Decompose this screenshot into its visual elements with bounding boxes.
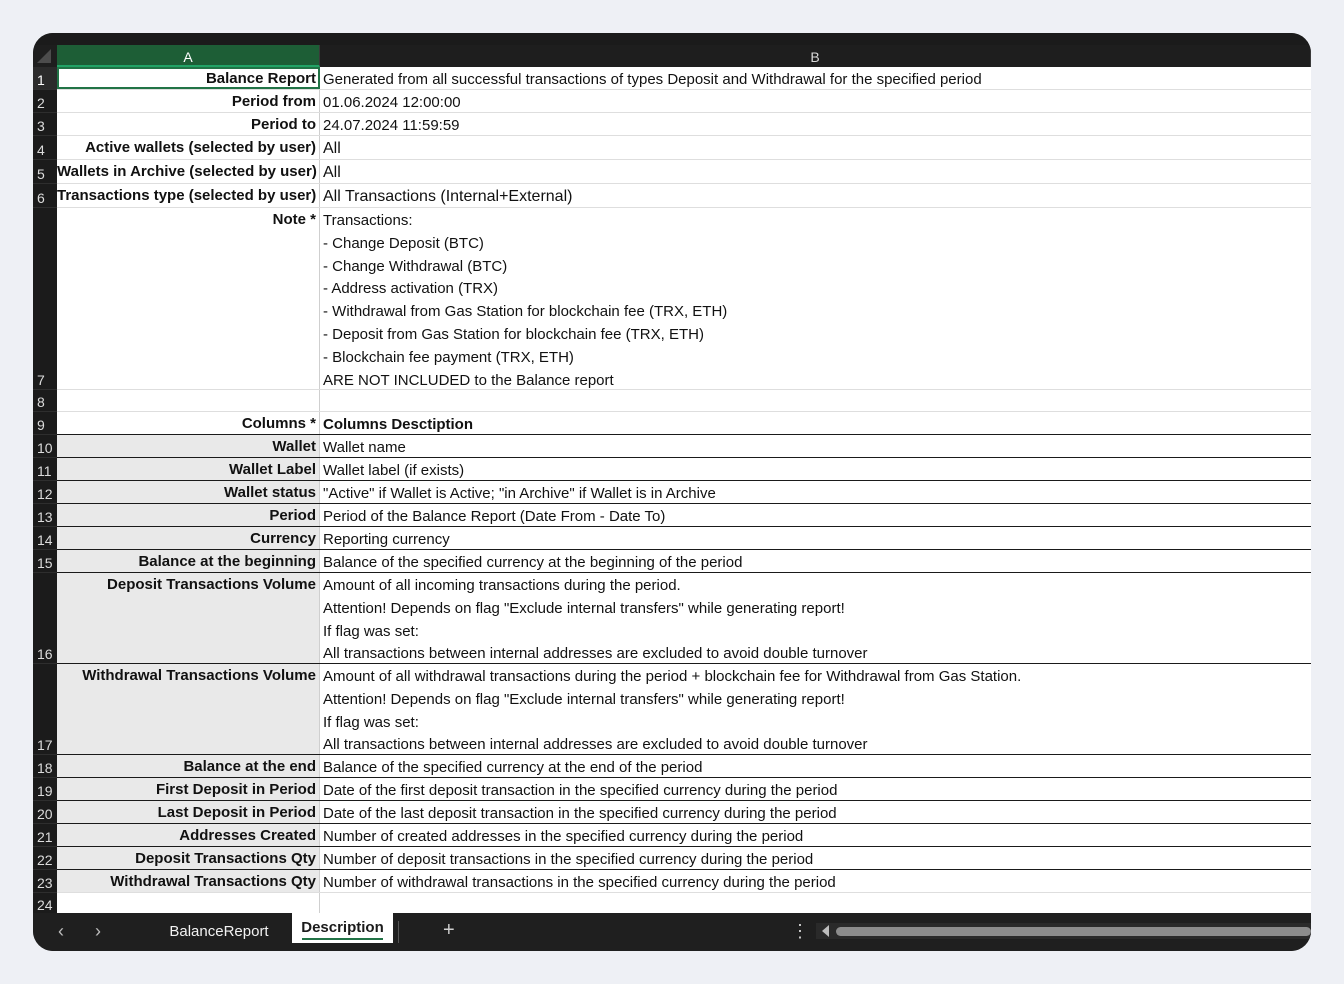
- cell-description[interactable]: [320, 527, 1311, 549]
- cell-description[interactable]: [320, 573, 1311, 663]
- cell-text-line: If flag was set:: [323, 713, 419, 731]
- cell-text-line: [323, 896, 1311, 914]
- row-header[interactable]: 11: [33, 458, 57, 481]
- table-row: [57, 435, 1311, 458]
- cell-label[interactable]: First Deposit in Period: [57, 778, 320, 800]
- row-header[interactable]: 23: [33, 870, 57, 893]
- table-row: [57, 550, 1311, 573]
- cell-text-line: Wallet name: [323, 439, 406, 456]
- cell-text-line: 01.06.2024 12:00:00: [323, 94, 461, 111]
- row-header[interactable]: 2: [33, 90, 57, 113]
- cell-label[interactable]: Columns *: [57, 412, 320, 434]
- prev-sheet-icon[interactable]: ‹: [58, 921, 64, 941]
- row-header[interactable]: 1: [33, 67, 57, 90]
- cell-description[interactable]: [320, 755, 1311, 777]
- tab-balancereport[interactable]: BalanceReport: [169, 923, 269, 940]
- more-options-icon[interactable]: ⋮: [791, 921, 809, 941]
- row-header[interactable]: 3: [33, 113, 57, 136]
- row-header[interactable]: 17: [33, 664, 57, 755]
- cell-text-line: Amount of all withdrawal transactions during the period + blockchain fee for Withdrawal from Gas Station.: [323, 668, 1022, 685]
- cell-description[interactable]: [320, 847, 1311, 869]
- row-header[interactable]: 4: [33, 136, 57, 160]
- table-row: [57, 481, 1311, 504]
- cell-text-line: Number of deposit transactions in the specified currency during the period: [323, 851, 814, 868]
- row-header[interactable]: 19: [33, 778, 57, 801]
- cell-description[interactable]: [320, 412, 1311, 434]
- table-row: [57, 390, 1311, 412]
- cell-label[interactable]: Period: [57, 504, 320, 526]
- cell-label[interactable]: Deposit Transactions Qty: [57, 847, 320, 869]
- table-row: [57, 755, 1311, 778]
- table-row: [57, 412, 1311, 435]
- cell-description[interactable]: [320, 550, 1311, 572]
- row-header[interactable]: 13: [33, 504, 57, 527]
- cell-text-line: All Transactions (Internal+External): [323, 188, 573, 205]
- cell-text-line: Balance of the specified currency at the beginning of the period: [323, 554, 743, 571]
- cell-description[interactable]: [320, 390, 1311, 411]
- cell-label[interactable]: Wallet Label: [57, 458, 320, 480]
- table-row: [57, 160, 1311, 184]
- cell-label[interactable]: Active wallets (selected by user): [57, 136, 320, 159]
- cell-text-line: All: [323, 140, 341, 157]
- row-header[interactable]: 22: [33, 847, 57, 870]
- row-header[interactable]: 21: [33, 824, 57, 847]
- title-strip: [33, 33, 1311, 45]
- cell-text-line: Attention! Depends on flag "Exclude internal transfers" while generating report!: [323, 690, 845, 708]
- cell-label[interactable]: Transactions type (selected by user): [57, 184, 320, 207]
- cell-description[interactable]: [320, 801, 1311, 823]
- cell-text-line: Balance of the specified currency at the end of the period: [323, 759, 703, 776]
- row-header[interactable]: 18: [33, 755, 57, 778]
- tab-divider: [398, 921, 399, 943]
- horizontal-scrollbar[interactable]: [816, 923, 1311, 939]
- cell-text-line: Generated from all successful transactions of types Deposit and Withdrawal for the specified period: [323, 71, 982, 88]
- cell-text-line: Date of the last deposit transaction in the specified currency during the period: [323, 805, 837, 822]
- table-row: [57, 527, 1311, 550]
- cell-label[interactable]: Wallets in Archive (selected by user): [57, 160, 320, 183]
- cell-text-line: All transactions between internal addresses are excluded to avoid double turnover: [323, 645, 868, 663]
- cell-label[interactable]: Period from: [57, 90, 320, 112]
- table-row: [57, 870, 1311, 893]
- cell-grid: [57, 67, 1311, 913]
- select-all-icon: [37, 49, 51, 63]
- row-header[interactable]: 10: [33, 435, 57, 458]
- cell-description[interactable]: [320, 113, 1311, 135]
- table-row: [57, 136, 1311, 160]
- table-row: [57, 573, 1311, 664]
- cell-label[interactable]: Deposit Transactions Volume: [57, 573, 320, 663]
- row-header[interactable]: 8: [33, 390, 57, 412]
- cell-text-line: Transactions:: [323, 212, 413, 229]
- cell-label[interactable]: Note *: [57, 208, 320, 389]
- row-header[interactable]: 15: [33, 550, 57, 573]
- cell-description[interactable]: [320, 208, 1311, 389]
- cell-text-line: ARE NOT INCLUDED to the Balance report: [323, 371, 614, 389]
- table-row: [57, 67, 1311, 90]
- cell-text-line: Wallet label (if exists): [323, 462, 465, 479]
- cell-text-line: All transactions between internal addresses are excluded to avoid double turnover: [323, 736, 868, 754]
- spreadsheet-window: [33, 33, 1311, 951]
- cell-description[interactable]: [320, 458, 1311, 480]
- cell-text-line: 24.07.2024 11:59:59: [323, 117, 460, 134]
- column-header-b[interactable]: B: [320, 45, 1311, 67]
- table-row: [57, 504, 1311, 527]
- table-row: [57, 824, 1311, 847]
- row-header[interactable]: 5: [33, 160, 57, 184]
- cell-text-line: - Change Deposit (BTC): [323, 234, 484, 252]
- cell-label[interactable]: Balance at the end: [57, 755, 320, 777]
- cell-label[interactable]: [57, 893, 320, 914]
- cell-text-line: If flag was set:: [323, 622, 419, 640]
- column-header-bar: [33, 45, 1311, 67]
- cell-description[interactable]: [320, 778, 1311, 800]
- cell-description[interactable]: [320, 824, 1311, 846]
- row-header[interactable]: 12: [33, 481, 57, 504]
- cell-text-line: Amount of all incoming transactions during the period.: [323, 577, 681, 594]
- cell-label[interactable]: Currency: [57, 527, 320, 549]
- cell-label[interactable]: Period to: [57, 113, 320, 135]
- cell-label[interactable]: Withdrawal Transactions Volume: [57, 664, 320, 754]
- cell-description[interactable]: [320, 870, 1311, 892]
- cell-description[interactable]: [320, 893, 1311, 914]
- table-row: [57, 458, 1311, 481]
- table-row: [57, 113, 1311, 136]
- tab-description-label: Description: [301, 919, 384, 936]
- cell-description[interactable]: [320, 504, 1311, 526]
- cell-text-line: Number of created addresses in the specified currency during the period: [323, 828, 804, 845]
- table-row: [57, 893, 1311, 915]
- table-row: [57, 90, 1311, 113]
- cell-description[interactable]: [320, 435, 1311, 457]
- next-sheet-icon[interactable]: ›: [95, 921, 101, 941]
- row-header[interactable]: 9: [33, 412, 57, 435]
- row-header[interactable]: 7: [33, 208, 57, 390]
- cell-label[interactable]: Balance Report: [57, 67, 320, 89]
- cell-description[interactable]: [320, 184, 1311, 207]
- scroll-left-icon[interactable]: [822, 925, 829, 937]
- cell-text-line: - Address activation (TRX): [323, 280, 499, 298]
- table-row: [57, 208, 1311, 390]
- active-tab-indicator: [302, 938, 383, 940]
- cell-description[interactable]: [320, 67, 1311, 89]
- cell-label[interactable]: [57, 390, 320, 411]
- cell-description[interactable]: [320, 160, 1311, 183]
- cell-text-line: - Deposit from Gas Station for blockchain fee (TRX, ETH): [323, 325, 704, 343]
- cell-label[interactable]: Balance at the beginning: [57, 550, 320, 572]
- column-header-a[interactable]: A: [57, 45, 320, 67]
- table-row: [57, 847, 1311, 870]
- cell-text-line: Date of the first deposit transaction in the specified currency during the period: [323, 782, 838, 799]
- cell-text-line: Attention! Depends on flag "Exclude internal transfers" while generating report!: [323, 599, 845, 617]
- scrollbar-thumb[interactable]: [836, 927, 1311, 936]
- cell-label[interactable]: Wallet status: [57, 481, 320, 503]
- cell-label[interactable]: Addresses Created: [57, 824, 320, 846]
- table-row: [57, 778, 1311, 801]
- cell-label[interactable]: Withdrawal Transactions Qty: [57, 870, 320, 892]
- table-row: [57, 801, 1311, 824]
- row-header-column: [33, 67, 57, 913]
- cell-label[interactable]: Wallet: [57, 435, 320, 457]
- add-sheet-icon[interactable]: +: [443, 919, 455, 941]
- table-row: [57, 184, 1311, 208]
- row-header[interactable]: 16: [33, 573, 57, 664]
- cell-label[interactable]: Last Deposit in Period: [57, 801, 320, 823]
- cell-description[interactable]: [320, 90, 1311, 112]
- cell-text-line: Reporting currency: [323, 531, 450, 548]
- cell-description[interactable]: [320, 481, 1311, 503]
- select-all-button[interactable]: [33, 45, 58, 67]
- table-row: [57, 664, 1311, 755]
- row-header[interactable]: 20: [33, 801, 57, 824]
- cell-text-line: Columns Desctiption: [323, 416, 474, 433]
- tab-description[interactable]: [292, 913, 393, 943]
- row-header[interactable]: 14: [33, 527, 57, 550]
- cell-text-line: [323, 393, 1311, 411]
- cell-description[interactable]: [320, 664, 1311, 754]
- row-header[interactable]: 24: [33, 893, 57, 915]
- cell-text-line: - Change Withdrawal (BTC): [323, 257, 508, 275]
- cell-description[interactable]: [320, 136, 1311, 159]
- cell-text-line: Period of the Balance Report (Date From - Date To): [323, 508, 666, 525]
- cell-text-line: All: [323, 164, 341, 181]
- row-header[interactable]: 6: [33, 184, 57, 208]
- sheet-tab-bar: [33, 913, 1311, 951]
- cell-text-line: "Active" if Wallet is Active; "in Archive" if Wallet is in Archive: [323, 485, 716, 502]
- cell-text-line: - Blockchain fee payment (TRX, ETH): [323, 348, 574, 366]
- cell-text-line: - Withdrawal from Gas Station for blockchain fee (TRX, ETH): [323, 303, 728, 321]
- cell-text-line: Number of withdrawal transactions in the specified currency during the period: [323, 874, 836, 891]
